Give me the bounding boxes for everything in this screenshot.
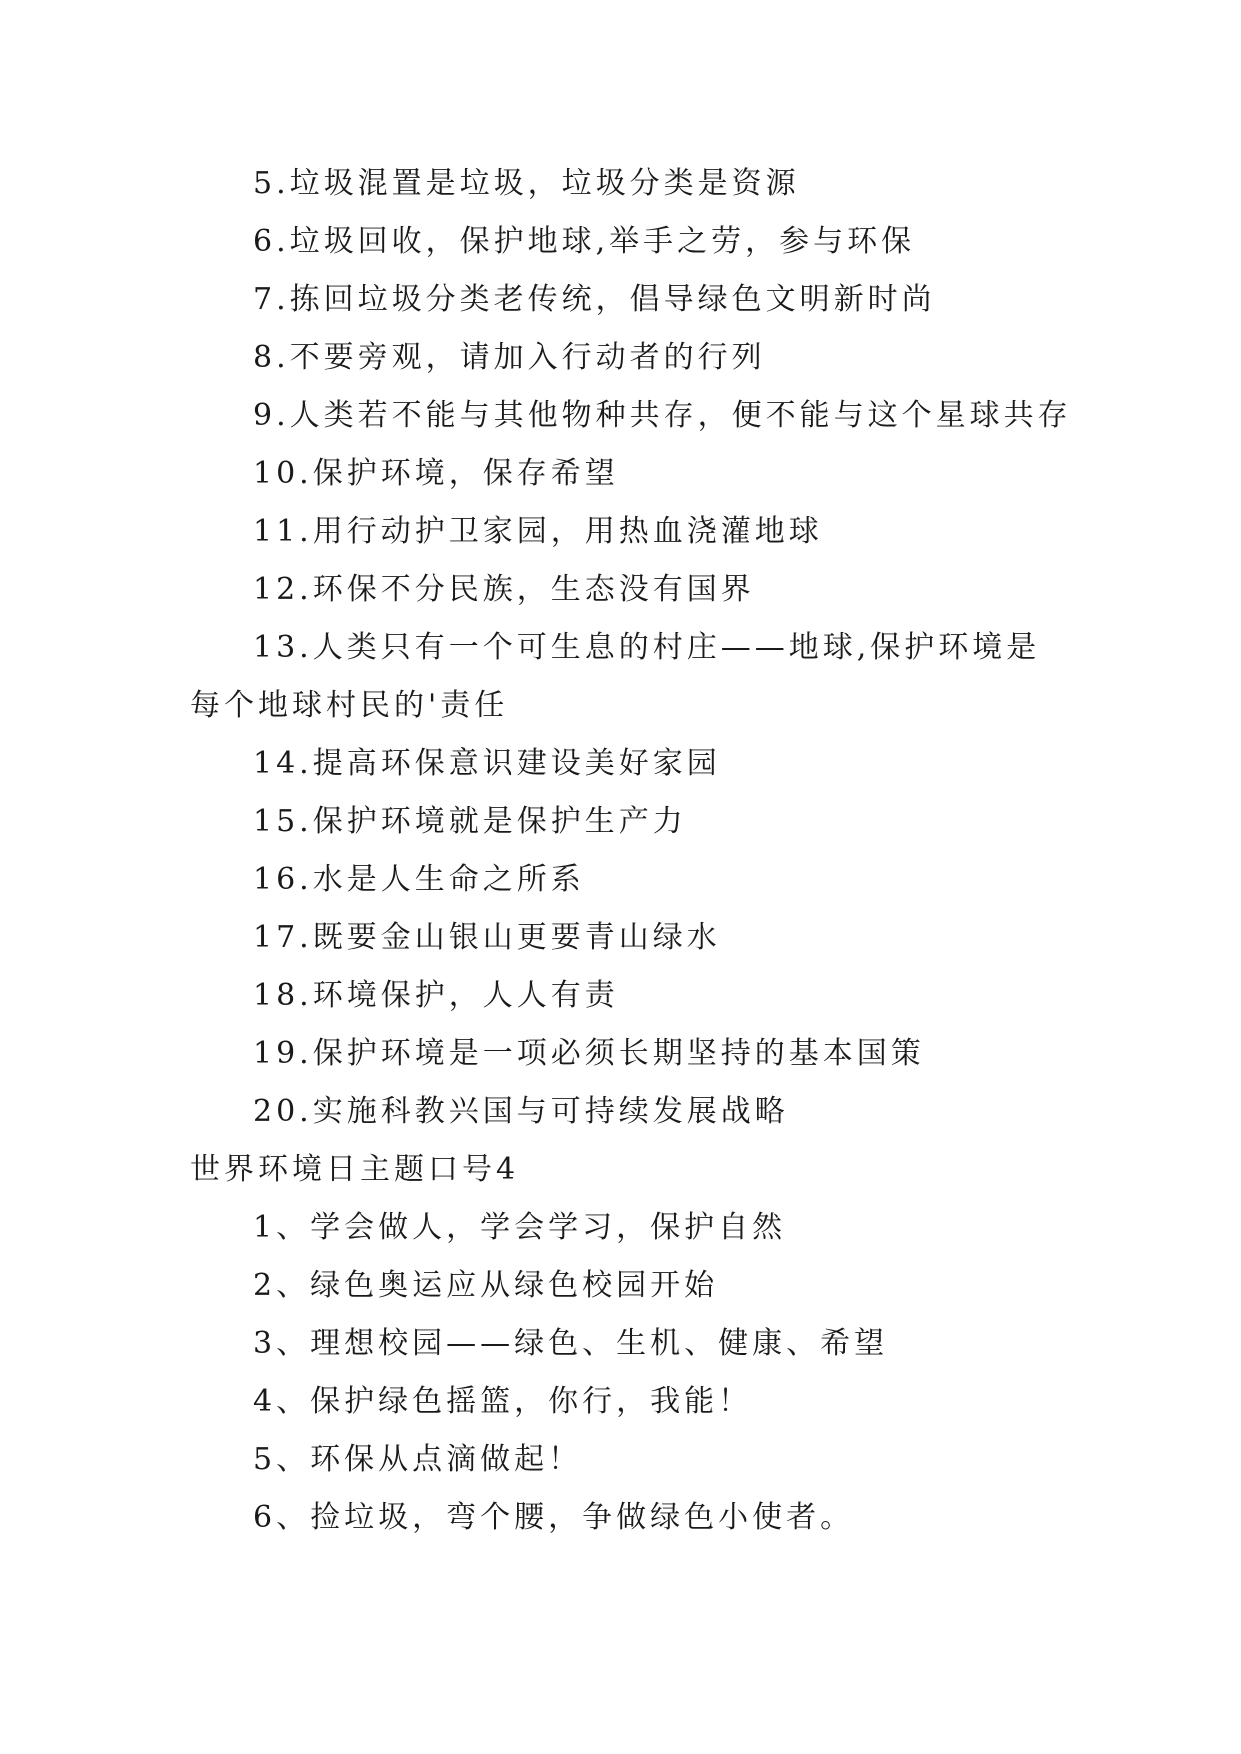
slogan-line-19: 19.保护环境是一项必须长期坚持的基本国策 [253, 1036, 925, 1071]
section4-item-6: 6、捡垃圾，弯个腰，争做绿色小使者。 [253, 1500, 855, 1535]
slogan-line-12: 12.环保不分民族，生态没有国界 [253, 572, 755, 607]
slogan-line-18: 18.环境保护，人人有责 [253, 978, 619, 1013]
slogan-line-9: 9.人类若不能与其他物种共存，便不能与这个星球共存 [253, 398, 1072, 433]
slogan-line-7: 7.拣回垃圾分类老传统，倡导绿色文明新时尚 [253, 282, 936, 317]
slogan-line-16: 16.水是人生命之所系 [253, 862, 585, 897]
section4-item-4: 4、保护绿色摇篮，你行，我能！ [253, 1384, 753, 1419]
slogan-line-10: 10.保护环境，保存希望 [253, 456, 619, 491]
slogan-line-13: 13.人类只有一个可生息的村庄——地球,保护环境是 [253, 630, 1041, 665]
slogan-line-5: 5.垃圾混置是垃圾，垃圾分类是资源 [253, 166, 800, 201]
section4-item-5: 5、环保从点滴做起！ [253, 1442, 583, 1477]
slogan-line-11: 11.用行动护卫家园，用热血浇灌地球 [253, 514, 823, 549]
section4-item-1: 1、学会做人，学会学习，保护自然 [253, 1210, 787, 1245]
slogan-line-15: 15.保护环境就是保护生产力 [253, 804, 687, 839]
section-heading: 世界环境日主题口号4 [190, 1152, 520, 1187]
slogan-line-6: 6.垃圾回收，保护地球,举手之劳，参与环保 [253, 224, 916, 259]
section4-item-2: 2、绿色奥运应从绿色校园开始 [253, 1268, 719, 1303]
slogan-line-20: 20.实施科教兴国与可持续发展战略 [253, 1094, 789, 1129]
section4-item-3: 3、理想校园——绿色、生机、健康、希望 [253, 1326, 889, 1361]
slogan-line-8: 8.不要旁观，请加入行动者的行列 [253, 340, 766, 375]
slogan-line-13-continued: 每个地球村民的'责任 [190, 688, 509, 723]
slogan-line-14: 14.提高环保意识建设美好家园 [253, 746, 721, 781]
slogan-line-17: 17.既要金山银山更要青山绿水 [253, 920, 721, 955]
